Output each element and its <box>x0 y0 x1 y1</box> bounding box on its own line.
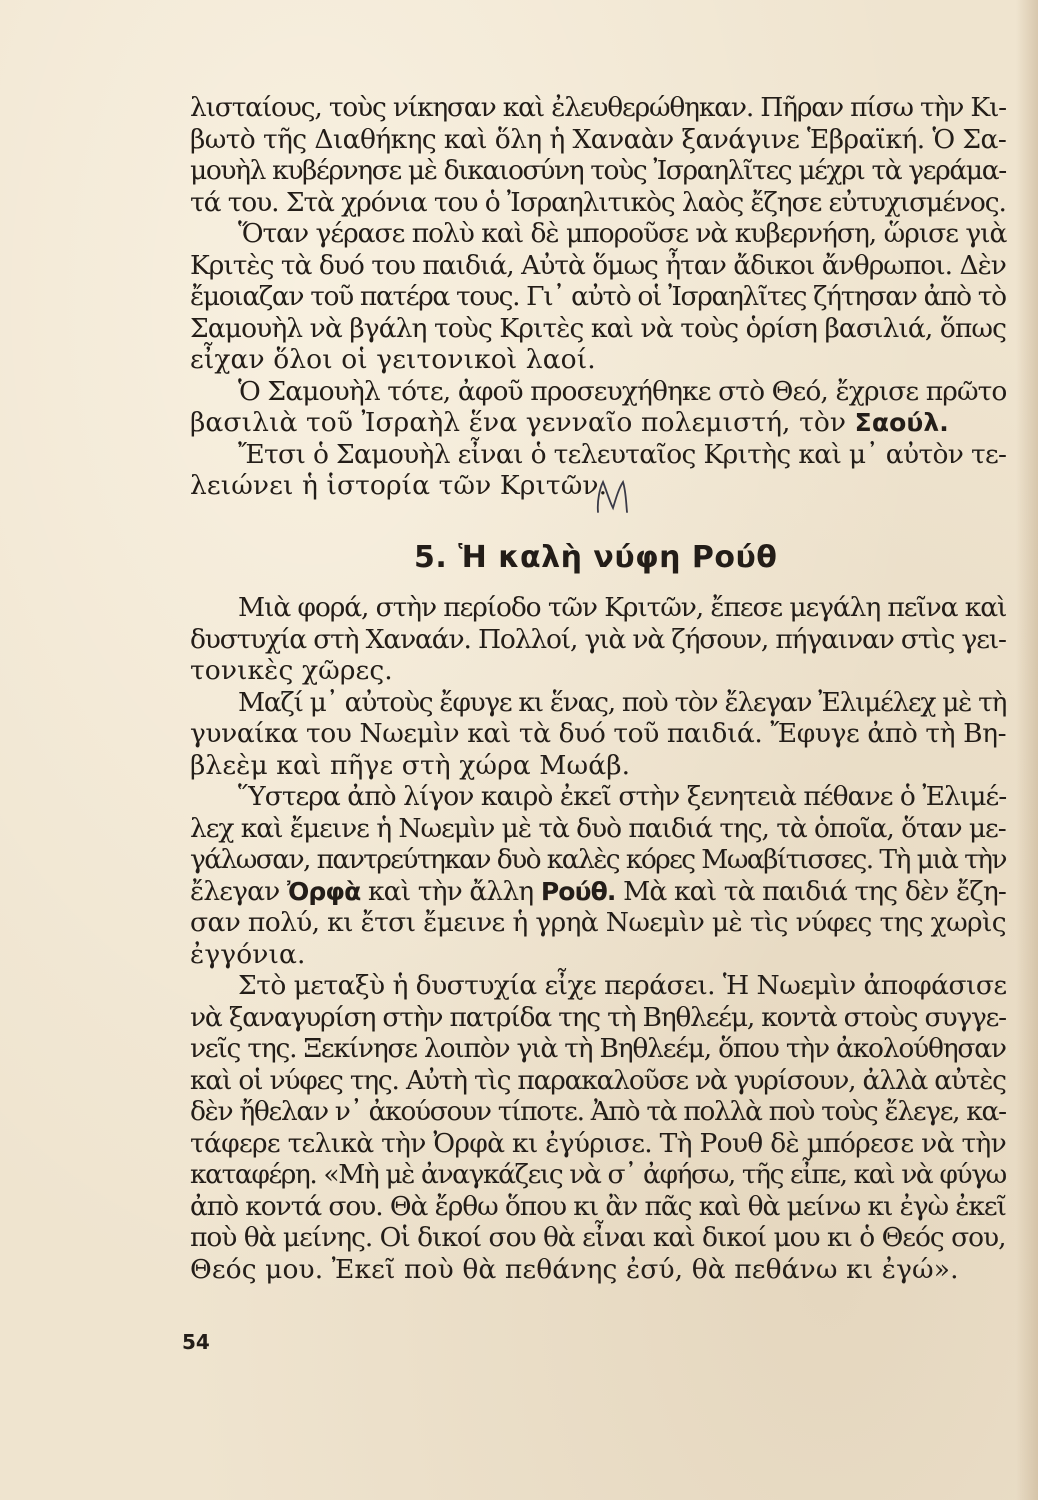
text-line: Ὅταν γέρασε πολὺ καὶ δὲ μποροῦσε νὰ κυβερνήση, ὥρισε γιὰ <box>238 218 1007 249</box>
bold-name-ruth: Ρούθ. <box>540 876 616 906</box>
text-line: ἀπὸ κοντά σου. Θὰ ἔρθω ὅπου κι ἂν πᾶς καὶ θὰ μείνω κι ἐγὼ ἐκεῖ <box>190 1190 1006 1222</box>
text-fragment: βασιλιὰ τοῦ Ἰσραὴλ ἕνα γενναῖο πολεμιστή, τὸν <box>190 407 855 438</box>
text-line: ἔμοιαζαν τοῦ πατέρα τους. Γι᾽ αὐτὸ οἱ Ἰσραηλῖτες ζήτησαν ἀπὸ τὸ <box>190 281 1006 312</box>
text-line: καταφέρη. «Μὴ μὲ ἀναγκάζεις νὰ σ᾽ ἀφήσω, τῆς εἶπε, καὶ νὰ φύγω <box>190 1159 1006 1190</box>
bold-name-orpha: Ὀρφὰ <box>286 876 361 906</box>
text-line: λεχ καὶ ἔμεινε ἡ Νωεμὶν μὲ τὰ δυὸ παιδιά της, τὰ ὁποῖα, ὅταν με- <box>190 812 1006 844</box>
text-line: Μιὰ φορά, στὴν περίοδο τῶν Κριτῶν, ἔπεσε μεγάλη πεῖνα καὶ <box>238 592 1007 623</box>
pencil-mark-icon <box>594 478 634 514</box>
text-line: Σαμουὴλ νὰ βγάλη τοὺς Κριτὲς καὶ νὰ τοὺς ὁρίση βασιλιά, ὅπως <box>190 312 1006 344</box>
text-section-2 <box>190 592 1012 1285</box>
text-line: ποὺ θὰ μείνης. Οἱ δικοί σου θὰ εἶναι καὶ δικοί μου κι ὁ Θεός σου, <box>190 1222 1006 1253</box>
text-line: γυναίκα του Νωεμὶν καὶ τὰ δυό τοῦ παιδιά. Ἔφυγε ἀπὸ τὴ Βη- <box>190 718 1007 749</box>
text-line: λειώνει ἡ ἱστορία τῶν Κριτῶν. <box>190 470 608 501</box>
text-line: καὶ οἱ νύφες της. Αὐτὴ τὶς παρακαλοῦσε νὰ γυρίσουν, ἀλλὰ αὐτὲς <box>190 1064 1006 1096</box>
text-fragment: Μὰ καὶ τὰ παιδιά της δὲν ἔζη- <box>615 875 1007 907</box>
text-line <box>190 876 1012 908</box>
text-line: Στὸ μεταξὺ ἡ δυστυχία εἶχε περάσει. Ἡ Νωεμὶν ἀποφάσισε <box>238 970 1007 1001</box>
text-line: λισταίους, τοὺς νίκησαν καὶ ἐλευθερώθηκαν. Πῆραν πίσω τὴν Κι- <box>190 92 1006 123</box>
text-line: νὰ ξαναγυρίση στὴν πατρίδα της τὴ Βηθλεέμ, κοντὰ στοὺς συγγε- <box>190 1001 1006 1033</box>
text-line: Ἔτσι ὁ Σαμουὴλ εἶναι ὁ τελευταῖος Κριτὴς καὶ μ᾽ αὐτὸν τε- <box>238 438 1007 470</box>
text-line: Ὁ Σαμουὴλ τότε, ἀφοῦ προσευχήθηκε στὸ Θεό, ἔχρισε πρῶτο <box>238 375 1007 407</box>
text-line: νεῖς της. Ξεκίνησε λοιπὸν γιὰ τὴ Βηθλεέμ, ὅπου τὴν ἀκολούθησαν <box>190 1033 1006 1064</box>
text-line: δὲν ἤθελαν ν᾽ ἀκούσουν τίποτε. Ἀπὸ τὰ πολλὰ ποὺ τοὺς ἔλεγε, κα- <box>190 1096 1006 1127</box>
text-line: γάλωσαν, παντρεύτηκαν δυὸ καλὲς κόρες Μωαβίτισσες. Τὴ μιὰ τὴν <box>190 844 1006 875</box>
text-line: Ὕστερα ἀπὸ λίγον καιρὸ ἐκεῖ στὴν ξενητειὰ πέθανε ὁ Ἐλιμέ- <box>238 781 1007 812</box>
page-number: 54 <box>182 1330 210 1354</box>
text-line: μουὴλ κυβέρνησε μὲ δικαιοσύνη τοὺς Ἰσραηλῖτες μέχρι τὰ γεράμα- <box>190 155 1006 186</box>
text-line: σαν πολύ, κι ἔτσι ἔμεινε ἡ γρηὰ Νωεμὶν μὲ τὶς νύφες της χωρὶς <box>190 907 1006 938</box>
text-section-1 <box>190 92 1012 502</box>
text-line <box>190 407 1012 439</box>
text-line: Θεός μου. Ἐκεῖ ποὺ θὰ πεθάνης ἐσύ, θὰ πεθάνω κι ἐγώ». <box>190 1253 959 1285</box>
text-line: ἐγγόνια. <box>190 938 306 970</box>
text-fragment: ἔλεγαν <box>190 875 287 907</box>
chapter-heading: 5. Ἡ καλὴ νύφη Ρούθ <box>414 540 778 575</box>
text-line: Κριτὲς τὰ δυό του παιδιά, Αὐτὰ ὅμως ἦταν ἄδικοι ἄνθρωποι. Δὲν <box>190 249 1006 281</box>
text-line: τά του. Στὰ χρόνια του ὁ Ἰσραηλιτικὸς λαὸς ἔζησε εὐτυχισμένος. <box>190 186 1006 218</box>
text-line: Μαζί μ᾽ αὐτοὺς ἔφυγε κι ἕνας, ποὺ τὸν ἔλεγαν Ἐλιμέλεχ μὲ τὴ <box>238 686 1007 718</box>
text-line: βλεὲμ καὶ πῆγε στὴ χώρα Μωάβ. <box>190 749 631 781</box>
text-line: δυστυχία στὴ Χαναάν. Πολλοί, γιὰ νὰ ζήσουν, πήγαιναν στὶς γει- <box>190 623 1006 655</box>
text-line: βωτὸ τῆς Διαθήκης καὶ ὅλη ἡ Χαναὰν ξανάγινε Ἑβραϊκή. Ὁ Σα- <box>190 123 1007 155</box>
text-fragment: καὶ τὴν ἄλλη <box>360 875 541 907</box>
text-line: τονικὲς χῶρες. <box>190 655 393 686</box>
bold-name-saoul: Σαούλ. <box>854 408 949 437</box>
text-line: τάφερε τελικὰ τὴν Ὀρφὰ κι ἐγύρισε. Τὴ Ρουθ δὲ μπόρεσε νὰ τὴν <box>190 1127 1006 1159</box>
text-line: εἶχαν ὅλοι οἱ γειτονικοὶ λαοί. <box>190 344 596 375</box>
